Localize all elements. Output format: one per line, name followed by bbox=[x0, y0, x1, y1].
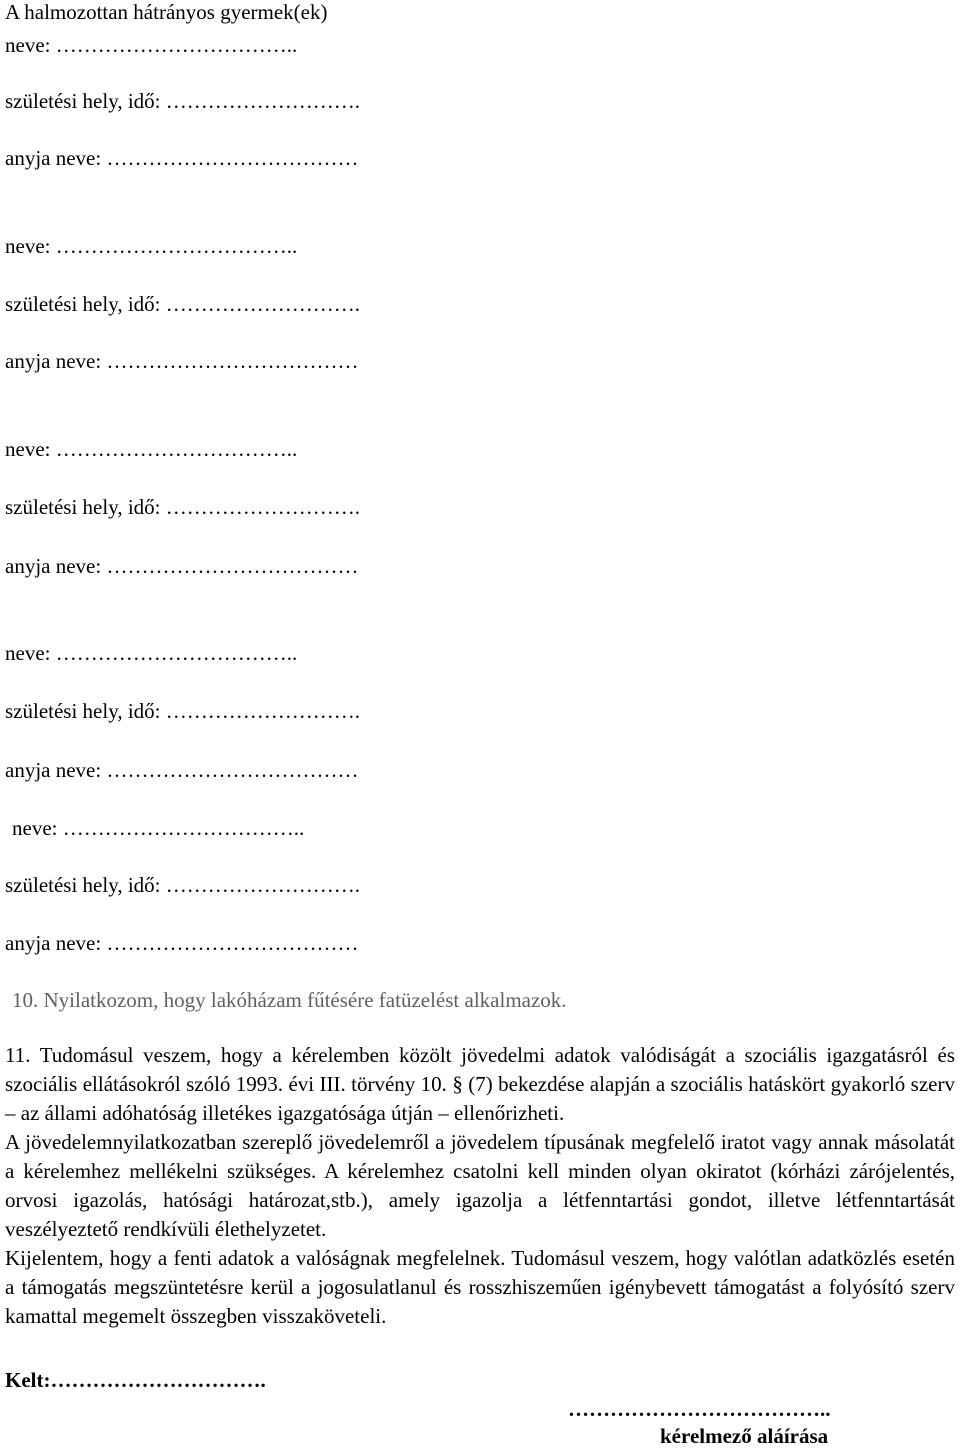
child-birth-field: születési hely, idő: ………………………. bbox=[5, 89, 361, 113]
statement-11-block bbox=[5, 1041, 955, 1331]
kelt-field: Kelt:…………………………. bbox=[5, 1368, 266, 1392]
child-name-field: neve: …………………………….. bbox=[5, 437, 298, 461]
child-birth-field: születési hely, idő: ………………………. bbox=[5, 495, 361, 519]
child-mother-field: anyja neve: ……………………………… bbox=[5, 554, 359, 578]
child-mother-field: anyja neve: ……………………………… bbox=[5, 931, 359, 955]
child-mother-field: anyja neve: ……………………………… bbox=[5, 758, 359, 782]
child-mother-field: anyja neve: ……………………………… bbox=[5, 349, 359, 373]
signature-line: ……………………………….. bbox=[568, 1397, 831, 1421]
child-name-field: neve: …………………………….. bbox=[5, 33, 298, 57]
child-birth-field: születési hely, idő: ………………………. bbox=[5, 873, 361, 897]
income-paragraph: A jövedelemnyilatkozatban szereplő jövedelemről a jövedelem típusának megfelelő iratot vagy annak másolatát a kérelemhez mellékelni szükséges. A kérelemhez csatolni kell minden olyan okiratot (kórházi zárójelentés, orvosi igazolás, hatósági határozat,stb.), amely igazolja a létfenntartási gondot, illetve létfenntartását veszélyeztető rendkívüli élethelyzetet. bbox=[5, 1130, 955, 1241]
child-birth-field: születési hely, idő: ………………………. bbox=[5, 699, 361, 723]
statement-10: 10. Nyilatkozom, hogy lakóházam fűtésére fatüzelést alkalmazok. bbox=[12, 988, 567, 1012]
statement-11: 11. Tudomásul veszem, hogy a kérelemben közölt jövedelmi adatok valódiságát a szociális igazgatásról és szociális ellátásokról szóló 1993. évi III. törvény 10. § (7) bekezdése alapján a szociális hatáskört gyakorló szerv – az állami adóhatóság illetékes igazgatósága útján – ellenőrizheti. bbox=[5, 1043, 955, 1125]
child-name-field: neve: …………………………….. bbox=[5, 641, 298, 665]
signature-label: kérelmező aláírása bbox=[660, 1424, 829, 1448]
child-mother-field: anyja neve: ……………………………… bbox=[5, 146, 359, 170]
child-name-field: neve: …………………………….. bbox=[5, 234, 298, 258]
child-birth-field: születési hely, idő: ………………………. bbox=[5, 292, 361, 316]
header-text: A halmozottan hátrányos gyermek(ek) bbox=[5, 0, 328, 24]
declaration-paragraph: Kijelentem, hogy a fenti adatok a valóságnak megfelelnek. Tudomásul veszem, hogy valótlan adatközlés esetén a támogatás megszüntetésre kerül a jogosulatlanul és rosszhiszeműen igénybevett támogatást a folyósító szerv kamattal megemelt összegben visszaköveteli. bbox=[5, 1246, 955, 1328]
child-name-field: neve: …………………………….. bbox=[12, 816, 305, 840]
